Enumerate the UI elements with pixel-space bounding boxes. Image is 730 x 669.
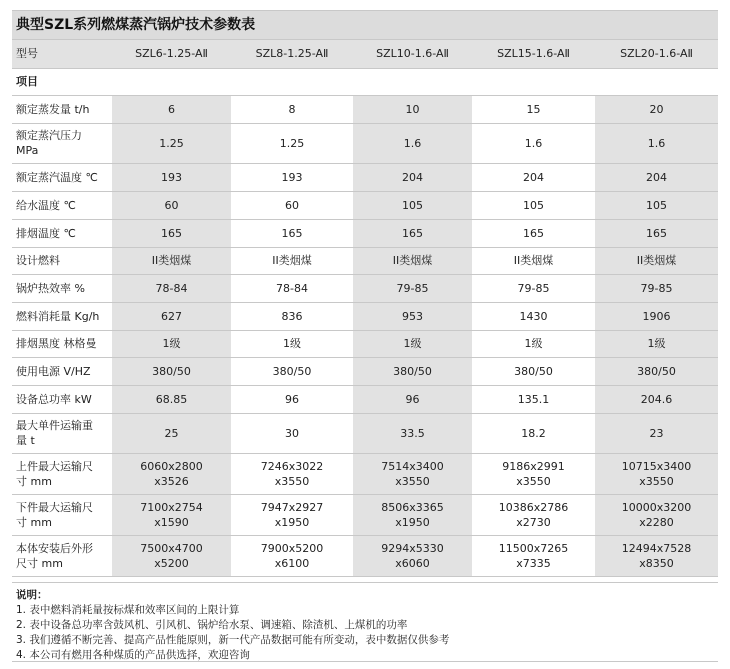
value-cell <box>231 494 353 535</box>
value-cell <box>472 494 595 535</box>
value-cell <box>595 357 718 385</box>
value-cell <box>353 453 472 494</box>
value-cell <box>231 357 353 385</box>
value-cell <box>595 274 718 302</box>
value-line: 9294x5330 <box>381 541 444 555</box>
value-line: x3550 <box>639 474 674 488</box>
value-line: 953 <box>402 309 423 323</box>
value-line: II类烟煤 <box>151 254 192 267</box>
value-line: 79-85 <box>517 281 550 295</box>
row-label-line: 尺寸 mm <box>16 556 63 570</box>
value-cell <box>112 413 231 453</box>
value-line: 23 <box>649 426 664 440</box>
row-label <box>12 413 112 453</box>
value-cell <box>472 302 595 330</box>
value-cell <box>353 95 472 123</box>
value-cell <box>231 453 353 494</box>
value-line: 11500x7265 <box>498 541 569 555</box>
value-line: 96 <box>405 392 420 406</box>
value-line: x6060 <box>395 556 430 570</box>
value-cell <box>472 385 595 413</box>
table-row <box>12 453 718 494</box>
row-label-line: 排烟温度 ℃ <box>16 226 76 240</box>
value-cell <box>353 219 472 247</box>
value-line: 25 <box>164 426 179 440</box>
value-cell <box>112 302 231 330</box>
value-line: x2280 <box>639 515 674 529</box>
model-name-cell: SZL20-1.6-AⅡ <box>595 40 718 68</box>
value-line: 165 <box>281 226 303 240</box>
row-label <box>12 219 112 247</box>
row-label <box>12 95 112 123</box>
value-cell <box>353 494 472 535</box>
value-cell <box>231 274 353 302</box>
value-cell <box>112 247 231 274</box>
value-line: 18.2 <box>521 426 546 440</box>
value-line: 10000x3200 <box>621 500 692 514</box>
value-line: 1.25 <box>159 136 184 150</box>
value-line: 6060x2800 <box>140 459 203 473</box>
model-row <box>12 40 718 68</box>
value-cell <box>353 163 472 191</box>
model-header-label: 型号 <box>12 40 112 68</box>
value-line: 380/50 <box>393 364 432 378</box>
value-cell <box>353 302 472 330</box>
value-line: 193 <box>281 170 303 184</box>
value-line: 30 <box>285 426 299 440</box>
row-label <box>12 330 112 357</box>
value-cell <box>112 330 231 357</box>
value-cell <box>231 247 353 274</box>
table-row <box>12 95 718 123</box>
value-line: x2730 <box>516 515 551 529</box>
row-label <box>12 247 112 274</box>
value-line: 1.25 <box>279 136 305 150</box>
value-cell <box>472 274 595 302</box>
value-line: 7514x3400 <box>381 459 444 473</box>
value-line: 60 <box>164 198 179 212</box>
value-cell <box>112 357 231 385</box>
value-cell <box>595 163 718 191</box>
value-cell <box>353 413 472 453</box>
value-cell <box>112 453 231 494</box>
value-line: 105 <box>402 198 423 212</box>
value-cell <box>112 95 231 123</box>
value-line: 380/50 <box>272 364 312 378</box>
value-line: x1590 <box>154 515 189 529</box>
value-line: 105 <box>523 198 544 212</box>
row-label-line: 量 t <box>16 434 35 447</box>
value-line: 1级 <box>162 337 181 350</box>
value-line: x1950 <box>395 515 430 529</box>
row-label-line: 额定蒸发量 t/h <box>16 102 90 116</box>
row-label-line: 下件最大运输尺 <box>16 500 93 514</box>
value-line: 1.6 <box>647 136 666 150</box>
row-label-line: 设备总功率 kW <box>16 392 92 406</box>
value-cell <box>595 535 718 576</box>
value-cell <box>112 163 231 191</box>
value-line: II类烟煤 <box>272 254 312 267</box>
value-cell <box>472 413 595 453</box>
value-line: 1级 <box>647 337 666 350</box>
value-line: 78-84 <box>155 281 188 295</box>
value-cell <box>595 95 718 123</box>
value-line: 10 <box>405 102 420 116</box>
value-cell <box>472 357 595 385</box>
table-row <box>12 535 718 576</box>
value-line: 204 <box>523 170 544 184</box>
value-cell <box>231 95 353 123</box>
table-row <box>12 191 718 219</box>
value-cell <box>231 302 353 330</box>
value-line: 165 <box>523 226 544 240</box>
value-cell <box>472 535 595 576</box>
value-cell <box>353 191 472 219</box>
value-cell <box>472 219 595 247</box>
row-label-line: 额定蒸汽压力 <box>16 129 82 142</box>
row-label <box>12 453 112 494</box>
note-item: 4. 本公司有燃用各种煤质的产品供选择，欢迎咨询 <box>16 649 250 661</box>
table-row <box>12 123 718 163</box>
value-line: 6 <box>168 102 175 116</box>
value-line: x3526 <box>154 474 189 488</box>
row-label-line: 额定蒸汽温度 ℃ <box>16 170 98 184</box>
value-line: 60 <box>285 198 299 212</box>
value-line: 380/50 <box>152 364 191 378</box>
section-label: 项目 <box>12 68 718 95</box>
value-cell <box>353 357 472 385</box>
value-cell <box>231 123 353 163</box>
row-label-line: MPa <box>16 144 39 157</box>
value-cell <box>231 219 353 247</box>
value-line: 204.6 <box>640 392 673 406</box>
value-line: II类烟煤 <box>392 254 433 267</box>
row-label-line: 寸 mm <box>16 515 52 529</box>
value-cell <box>112 123 231 163</box>
row-label <box>12 123 112 163</box>
value-cell <box>472 247 595 274</box>
table-row <box>12 494 718 535</box>
value-line: x1950 <box>274 515 310 529</box>
value-cell <box>595 191 718 219</box>
table-row <box>12 163 718 191</box>
value-cell <box>595 413 718 453</box>
value-cell <box>112 494 231 535</box>
value-line: 20 <box>649 102 664 116</box>
value-line: 135.1 <box>517 392 550 406</box>
row-label <box>12 385 112 413</box>
value-cell <box>231 191 353 219</box>
value-line: 79-85 <box>396 281 429 295</box>
value-line: 165 <box>161 226 182 240</box>
value-line: 165 <box>646 226 667 240</box>
value-line: 1.6 <box>403 136 422 150</box>
value-cell <box>353 123 472 163</box>
row-label <box>12 191 112 219</box>
value-cell <box>231 535 353 576</box>
spec-table <box>12 40 718 577</box>
note-item: 2. 表中设备总功率含鼓风机、引风机、锅炉给水泵、调速箱、除渣机、上煤机的功率 <box>16 619 408 631</box>
value-line: x7335 <box>516 556 551 570</box>
value-line: 165 <box>402 226 423 240</box>
table-row <box>12 357 718 385</box>
notes-section <box>12 582 718 662</box>
value-line: 7500x4700 <box>140 541 203 555</box>
value-cell <box>231 163 353 191</box>
row-label-line: 给水温度 ℃ <box>16 198 76 212</box>
value-line: 8506x3365 <box>381 500 444 514</box>
value-cell <box>353 274 472 302</box>
value-cell <box>112 385 231 413</box>
value-cell <box>112 535 231 576</box>
value-cell <box>472 163 595 191</box>
value-cell <box>595 219 718 247</box>
row-label <box>12 274 112 302</box>
row-label-line: 本体安装后外形 <box>16 541 93 555</box>
row-label-line: 使用电源 V/HZ <box>16 364 91 378</box>
value-line: 78-84 <box>276 281 308 295</box>
row-label-line: 设计燃料 <box>16 254 60 267</box>
table-row <box>12 413 718 453</box>
value-line: 9186x2991 <box>502 459 565 473</box>
table-row <box>12 274 718 302</box>
value-cell <box>353 385 472 413</box>
value-cell <box>231 330 353 357</box>
value-line: 7900x5200 <box>260 541 324 555</box>
value-line: 193 <box>161 170 182 184</box>
value-line: 96 <box>285 392 299 406</box>
model-name-cell: SZL15-1.6-AⅡ <box>472 40 595 68</box>
value-line: 1906 <box>642 309 671 323</box>
value-line: 12494x7528 <box>621 541 692 555</box>
row-label <box>12 535 112 576</box>
value-cell <box>112 191 231 219</box>
value-line: 7947x2927 <box>260 500 324 514</box>
value-cell <box>472 123 595 163</box>
value-line: 1级 <box>403 337 422 350</box>
value-line: 15 <box>526 102 541 116</box>
value-cell <box>231 413 353 453</box>
value-cell <box>231 385 353 413</box>
value-line: 1级 <box>524 337 543 350</box>
model-name-cell: SZL8-1.25-AⅡ <box>231 40 353 68</box>
model-name-cell: SZL6-1.25-AⅡ <box>112 40 231 68</box>
value-line: 836 <box>281 309 303 323</box>
value-line: 7100x2754 <box>140 500 203 514</box>
value-cell <box>353 247 472 274</box>
value-line: 68.85 <box>155 392 188 406</box>
row-label-line: 燃料消耗量 Kg/h <box>16 309 100 323</box>
row-label-line: 上件最大运输尺 <box>16 459 93 473</box>
table-row <box>12 247 718 274</box>
value-line: 33.5 <box>400 426 425 440</box>
notes-title: 说明： <box>16 589 48 601</box>
note-item: 1. 表中燃料消耗量按标煤和效率区间的上限计算 <box>16 604 240 616</box>
table-row <box>12 330 718 357</box>
row-label <box>12 163 112 191</box>
value-line: 627 <box>161 309 182 323</box>
value-cell <box>595 330 718 357</box>
value-line: 7246x3022 <box>260 459 324 473</box>
value-cell <box>595 247 718 274</box>
row-label-line: 锅炉热效率 % <box>16 281 85 295</box>
value-line: x3550 <box>274 474 310 488</box>
value-line: 1级 <box>283 337 301 350</box>
row-label-line: 寸 mm <box>16 474 52 488</box>
model-name-cell: SZL10-1.6-AⅡ <box>353 40 472 68</box>
value-cell <box>472 191 595 219</box>
value-line: II类烟煤 <box>513 254 554 267</box>
value-line: x6100 <box>274 556 310 570</box>
table-row <box>12 302 718 330</box>
value-cell <box>595 123 718 163</box>
value-line: 10715x3400 <box>621 459 692 473</box>
value-line: 10386x2786 <box>498 500 569 514</box>
value-cell <box>353 535 472 576</box>
page-title: 典型SZL系列燃煤蒸汽锅炉技术参数表 <box>12 10 718 40</box>
value-line: II类烟煤 <box>636 254 677 267</box>
value-cell <box>595 494 718 535</box>
row-label <box>12 494 112 535</box>
table-row <box>12 219 718 247</box>
row-label <box>12 302 112 330</box>
value-line: x3550 <box>395 474 430 488</box>
value-cell <box>353 330 472 357</box>
value-line: x5200 <box>154 556 189 570</box>
value-cell <box>472 95 595 123</box>
value-cell <box>112 219 231 247</box>
value-cell <box>472 330 595 357</box>
note-item: 3. 我们遵循不断完善、提高产品性能原则，新一代产品数据可能有所变动，表中数据仅供参考 <box>16 634 450 646</box>
value-line: 1430 <box>519 309 548 323</box>
value-line: x3550 <box>516 474 551 488</box>
row-label <box>12 357 112 385</box>
value-line: 8 <box>288 102 296 116</box>
value-line: x8350 <box>639 556 674 570</box>
row-label-line: 最大单件运输重 <box>16 419 93 432</box>
value-cell <box>112 274 231 302</box>
section-row <box>12 68 718 95</box>
value-line: 1.6 <box>524 136 543 150</box>
value-line: 204 <box>646 170 667 184</box>
value-cell <box>472 453 595 494</box>
value-line: 380/50 <box>637 364 676 378</box>
table-row <box>12 385 718 413</box>
value-line: 79-85 <box>640 281 673 295</box>
value-cell <box>595 302 718 330</box>
row-label-line: 排烟黑度 林格曼 <box>16 337 97 350</box>
value-cell <box>595 453 718 494</box>
value-cell <box>595 385 718 413</box>
value-line: 204 <box>402 170 423 184</box>
value-line: 105 <box>646 198 667 212</box>
value-line: 380/50 <box>514 364 553 378</box>
